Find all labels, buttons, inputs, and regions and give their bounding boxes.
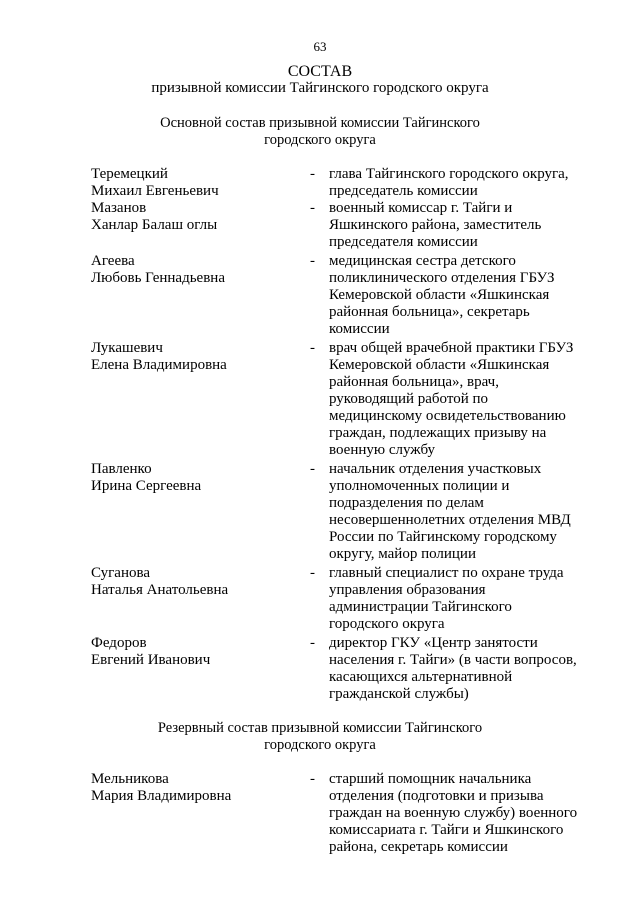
member-role-line: Яшкинского района, заместитель (329, 217, 542, 233)
dash-separator: - (310, 200, 315, 216)
member-given-names: Ирина Сергеевна (91, 478, 202, 494)
dash-separator: - (310, 771, 315, 787)
dash-separator: - (310, 340, 315, 356)
member-role-line: городского округа (329, 616, 445, 632)
member-role-line: главный специалист по охране труда (329, 565, 564, 581)
member-role-line: председатель комиссии (329, 183, 478, 199)
member-given-names: Елена Владимировна (91, 357, 227, 373)
member-role-line: района, секретарь комиссии (329, 839, 508, 855)
dash-separator: - (310, 635, 315, 651)
main-heading-line-1: Основной состав призывной комиссии Тайгинского (160, 115, 480, 131)
member-role-line: граждан, подлежащих призыву на (329, 425, 547, 441)
member-role-line: граждан на военную службу) военного (329, 805, 578, 821)
member-given-names: Наталья Анатольевна (91, 582, 229, 598)
member-role-line: председателя комиссии (329, 234, 478, 250)
reserve-heading-line-2: городского округа (264, 737, 376, 753)
member-role-line: комиссии (329, 321, 390, 337)
member-given-names: Мария Владимировна (91, 788, 232, 804)
member-given-names: Евгений Иванович (91, 652, 211, 668)
member-role-line: уполномоченных полиции и (329, 478, 510, 494)
member-role-line: районная больница», врач, (329, 374, 499, 390)
member-role-line: подразделения по делам (329, 495, 484, 511)
member-role-line: врач общей врачебной практики ГБУЗ (329, 340, 574, 356)
dash-separator: - (310, 166, 315, 182)
member-surname: Агеева (91, 253, 135, 269)
member-given-names: Любовь Геннадьевна (91, 270, 225, 286)
member-given-names: Михаил Евгеньевич (91, 183, 219, 199)
member-role-line: военный комиссар г. Тайги и (329, 200, 513, 216)
member-role-line: руководящий работой по (329, 391, 489, 407)
page-number: 63 (313, 39, 327, 54)
member-role-line: округу, майор полиции (329, 546, 476, 562)
member-surname: Суганова (91, 565, 151, 581)
member-surname: Мельникова (91, 771, 169, 787)
member-role-line: Кемеровской области «Яшкинская (329, 287, 550, 303)
member-role-line: поликлинического отделения ГБУЗ (329, 270, 555, 286)
member-role-line: Кемеровской области «Яшкинская (329, 357, 550, 373)
document-title: СОСТАВ (287, 63, 353, 80)
member-role-line: медицинскому освидетельствованию (329, 408, 566, 424)
dash-separator: - (310, 253, 315, 269)
member-role-line: глава Тайгинского городского округа, (329, 166, 569, 182)
member-role-line: гражданской службы) (329, 686, 469, 702)
member-surname: Федоров (91, 635, 147, 651)
dash-separator: - (310, 461, 315, 477)
dash-separator: - (310, 565, 315, 581)
member-role-line: управления образования (329, 582, 486, 598)
member-role-line: администрации Тайгинского (329, 599, 512, 615)
member-role-line: комиссариата г. Тайги и Яшкинского (329, 822, 564, 838)
member-role-line: России по Тайгинскому городскому (329, 529, 557, 545)
member-surname: Мазанов (91, 200, 147, 216)
member-role-line: касающихся альтернативной (329, 669, 513, 685)
member-role-line: медицинская сестра детского (329, 253, 516, 269)
member-role-line: директор ГКУ «Центр занятости (329, 635, 538, 651)
member-role-line: несовершеннолетних отделения МВД (329, 512, 571, 528)
document-subtitle: призывной комиссии Тайгинского городского округа (151, 80, 489, 96)
member-role-line: начальник отделения участковых (329, 461, 542, 477)
member-surname: Павленко (91, 461, 152, 477)
member-role-line: населения г. Тайги» (в части вопросов, (329, 652, 577, 668)
member-given-names: Ханлар Балаш оглы (91, 217, 218, 233)
member-role-line: старший помощник начальника (329, 771, 532, 787)
member-role-line: военную службу (329, 442, 436, 458)
reserve-heading-line-1: Резервный состав призывной комиссии Тайгинского (157, 720, 483, 736)
main-heading-line-2: городского округа (264, 132, 376, 148)
member-surname: Теремецкий (91, 166, 168, 182)
member-surname: Лукашевич (91, 340, 163, 356)
member-role-line: отделения (подготовки и призыва (329, 788, 544, 804)
member-role-line: районная больница», секретарь (329, 304, 530, 320)
